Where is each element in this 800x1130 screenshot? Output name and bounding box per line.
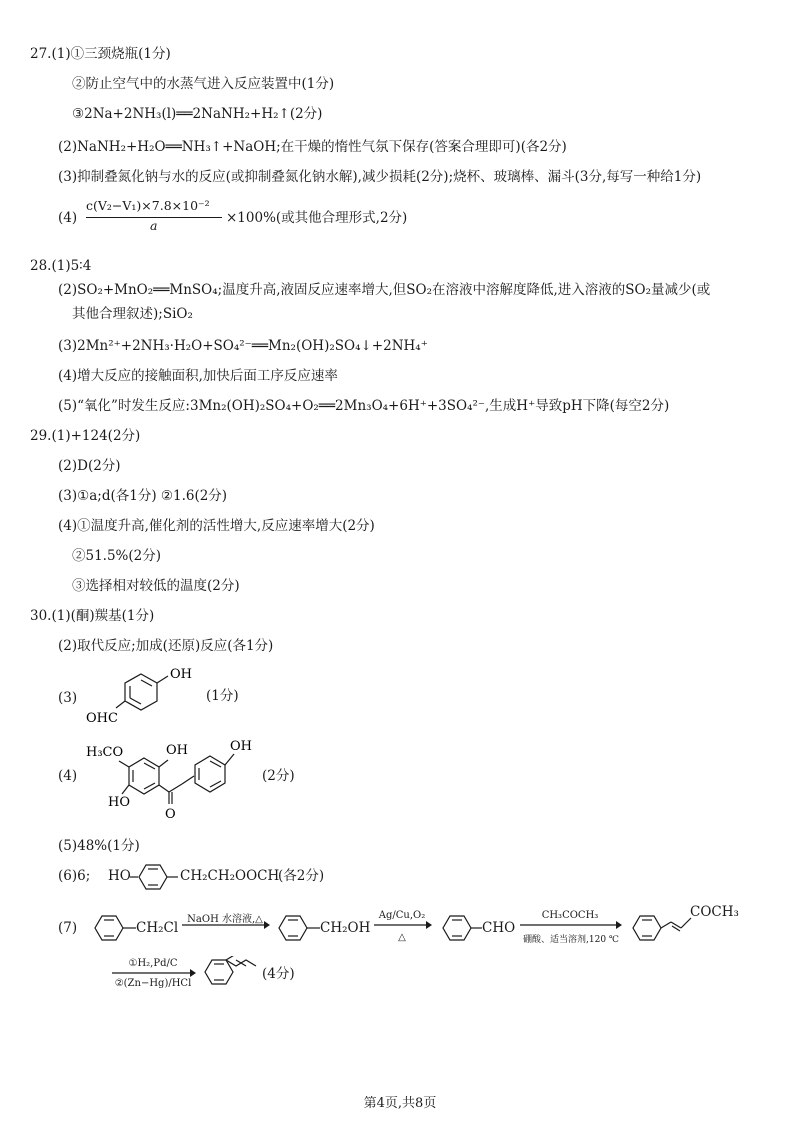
ho-bond <box>122 785 129 794</box>
q28-line-4: (3)2Mn²⁺+2NH₃·H₂O+SO₄²⁻══Mn₂(OH)₂SO₄↓+2NH₄⁺ <box>58 338 428 354</box>
q30-7-benzene-2 <box>274 912 324 946</box>
q30-7-arrow-3-sublabel: 硼酸、适当溶剂,120 ℃ <box>523 935 619 945</box>
q30-6-score: (各2分) <box>278 868 325 884</box>
bond <box>661 922 671 928</box>
q30-7-arrow-2 <box>374 920 432 930</box>
carbonyl-bond <box>159 785 169 792</box>
q30-6-ho: HO <box>108 868 131 884</box>
q30-line-2: (2)取代反应;加成(还原)反应(各1分) <box>58 638 274 654</box>
q30-4-score: (2分) <box>262 768 295 784</box>
q30-6-chain: CH₂CH₂OOCH <box>180 868 280 884</box>
ring-inner-bond <box>130 698 141 704</box>
cho-label: OHC <box>86 711 118 726</box>
q30-3-structure <box>86 660 226 730</box>
q29-line-5: ②51.5%(2分) <box>72 548 162 564</box>
q30-7-arrow-4-label: ①H₂,Pd/C <box>128 958 178 969</box>
q28-line-3: 其他合理叙述);SiO₂ <box>72 306 193 322</box>
q27-line-6-suffix: ×100%(或其他合理形式,2分) <box>226 210 408 226</box>
q27-fraction-numerator: c(V₂−V₁)×7.8×10⁻² <box>86 198 210 213</box>
q30-7-arrow-2-sublabel: △ <box>398 932 406 943</box>
q30-4-structure <box>86 736 286 826</box>
q27-line-4: (2)NaNH₂+H₂O══NH₃↑+NaOH;在干燥的惰性气氛下保存(答案合理即可)(各2分) <box>58 139 567 155</box>
q30-3-label: (3) <box>58 690 78 706</box>
q30-7-coch3: COCH₃ <box>690 904 739 920</box>
chain-bond <box>182 776 194 784</box>
oh-bond-right <box>225 754 234 765</box>
q27-line-5: (3)抑制叠氮化钠与水的反应(或抑制叠氮化钠水解),减少损耗(2分);烧杯、玻璃棒、漏斗(3分,每写一种给1分) <box>58 169 702 185</box>
chain-bond <box>226 956 236 960</box>
butyl-chain <box>226 960 256 966</box>
oh-bond <box>157 676 168 683</box>
q30-7-ch2oh: CH₂OH <box>320 920 371 936</box>
q30-7-arrow-1-label: NaOH 水溶液,△ <box>187 914 263 925</box>
carbonyl-o-label: O <box>165 807 176 822</box>
q30-7-ch2cl: CH₂Cl <box>136 920 179 936</box>
q30-7-benzene-1 <box>90 912 140 946</box>
q30-7-arrow-4-sublabel: ②(Zn−Hg)/HCl <box>114 978 192 989</box>
q27-line-3: ③2Na+2NH₃(l)══2NaNH₂+H₂↑(2分) <box>72 106 323 122</box>
oh-label: OH <box>170 667 192 682</box>
chain-bond <box>169 784 182 792</box>
q30-7-arrow-4 <box>112 968 196 978</box>
och3-label: H₃CO <box>86 745 124 760</box>
q30-7-label: (7) <box>58 920 78 936</box>
oh-label-1: OH <box>166 743 188 758</box>
q27-line-2: ②防止空气中的水蒸气进入反应装置中(1分) <box>72 76 335 92</box>
oh-label-2: OH <box>230 739 252 754</box>
double-bond <box>671 922 681 928</box>
q29-line-1: 29.(1)+124(2分) <box>30 428 141 444</box>
q30-4-label: (4) <box>58 768 78 784</box>
q27-fraction-denominator: a <box>150 218 158 233</box>
q28-line-2: (2)SO₂+MnO₂══MnSO₄;温度升高,液固反应速率增大,但SO₂在溶液中溶解度降低,进入溶液的SO₂量减少(或 <box>58 282 711 298</box>
q30-7-benzene-3 <box>438 912 488 946</box>
ho-label: HO <box>108 795 130 810</box>
q28-line-1: 28.(1)5∶4 <box>30 258 92 274</box>
q29-line-2: (2)D(2分) <box>58 458 121 474</box>
q29-line-3: (3)①a;d(各1分) ②1.6(2分) <box>58 488 228 504</box>
q30-7-arrow-1 <box>182 920 270 930</box>
och3-bond <box>119 761 129 767</box>
q28-line-6: (5)“氧化”时发生反应:3Mn₂(OH)₂SO₄+O₂══2Mn₃O₄+6H⁺+3SO₄²⁻,生成H⁺导致pH下降(每空2分) <box>58 398 670 414</box>
q30-7-score: (4分) <box>262 966 295 982</box>
q30-line-1: 30.(1)(酮)羰基(1分) <box>30 608 155 624</box>
q30-7-arrow-3-label: CH₃COCH₃ <box>541 910 599 921</box>
q30-7-arrow-3 <box>520 920 622 930</box>
page-footer: 第4页,共8页 <box>363 1096 437 1111</box>
q29-line-6: ③选择相对较低的温度(2分) <box>72 578 240 594</box>
q30-line-5: (5)48%(1分) <box>58 838 140 854</box>
q27-line-6-prefix: (4) <box>58 210 78 226</box>
ring-inner-bond <box>141 680 152 686</box>
q28-line-5: (4)增大反应的接触面积,加快后面工序反应速率 <box>58 368 338 384</box>
q30-3-score: (1分) <box>206 688 239 704</box>
q27-line-1: 27.(1)①三颈烧瓶(1分) <box>30 46 171 62</box>
q30-6-benzene <box>130 862 180 892</box>
oh-bond <box>159 760 168 767</box>
cho-bond <box>116 701 125 708</box>
q30-7-cho: CHO <box>482 920 516 936</box>
q29-line-4: (4)①温度升高,催化剂的活性增大,反应速率增大(2分) <box>58 518 375 534</box>
q30-6-prefix: (6)6; <box>58 868 91 884</box>
q30-7-arrow-2-label: Ag/Cu,O₂ <box>378 910 426 921</box>
